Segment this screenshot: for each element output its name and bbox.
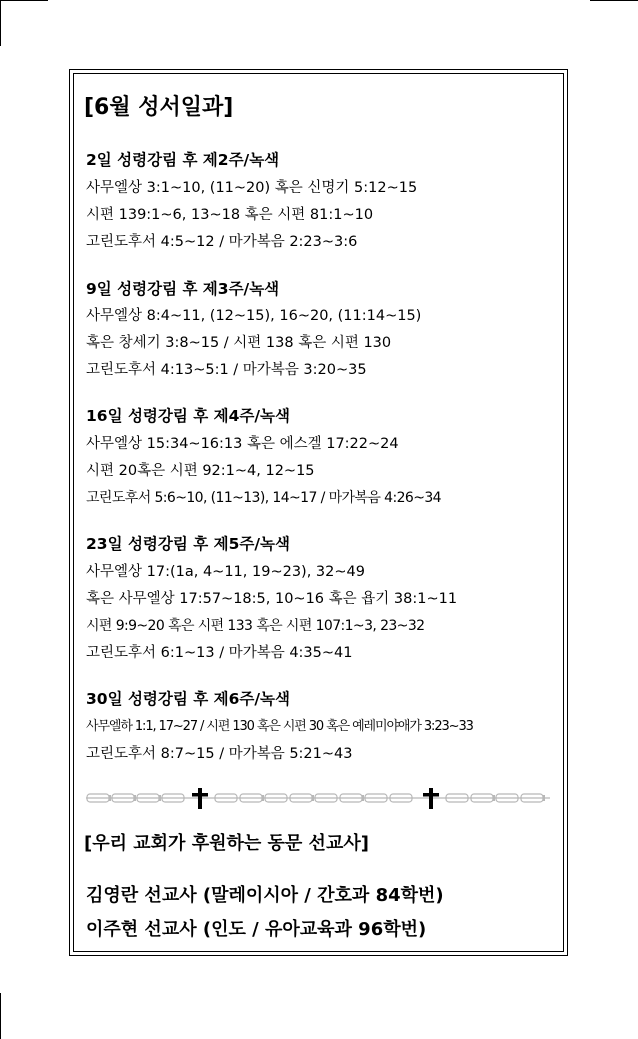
- section-heading-16: 16일 성령강림 후 제4주/녹색: [86, 407, 290, 425]
- reading-line: 고린도후서 5:6~10, (11~13), 14~17 / 마가복음 4:26~34: [86, 490, 441, 506]
- missionary-entry: 이주현 선교사 (인도 / 유아교육과 96학번): [86, 919, 427, 940]
- reading-line: 시편 139:1~6, 13~18 혹은 시편 81:1~10: [86, 207, 374, 223]
- section-heading-30: 30일 성령강림 후 제6주/녹색: [86, 690, 290, 708]
- reading-line: 혹은 창세기 3:8~15 / 시편 138 혹은 시편 130: [86, 335, 392, 351]
- bulletin-frame: [69, 69, 568, 956]
- reading-line: 시편 20혹은 시편 92:1~4, 12~15: [86, 463, 315, 479]
- reading-line: 사무엘상 3:1~10, (11~20) 혹은 신명기 5:12~15: [86, 180, 418, 196]
- crop-mark-top-right: [590, 0, 638, 1]
- crop-mark-top-left-h: [0, 0, 48, 1]
- reading-line: 고린도후서 8:7~15 / 마가복음 5:21~43: [86, 746, 353, 762]
- section-heading-9: 9일 성령강림 후 제3주/녹색: [86, 280, 280, 298]
- reading-line: 사무엘하 1:1, 17~27 / 시편 130 혹은 시편 30 혹은 예레미야애가 3:23~33: [86, 719, 473, 734]
- reading-line: 고린도후서 6:1~13 / 마가복음 4:35~41: [86, 645, 353, 661]
- missionary-title: [우리 교회가 후원하는 동문 선교사]: [84, 833, 369, 854]
- reading-line: 사무엘상 17:(1a, 4~11, 19~23), 32~49: [86, 564, 365, 580]
- missionary-entry: 김영란 선교사 (말레이시아 / 간호과 84학번): [86, 885, 444, 906]
- page-title: [6월 성서일과]: [84, 95, 234, 120]
- reading-line: 고린도후서 4:13~5:1 / 마가복음 3:20~35: [86, 362, 367, 378]
- reading-line: 혹은 사무엘상 17:57~18:5, 10~16 혹은 욥기 38:1~11: [86, 591, 458, 607]
- cross-chain-divider-icon: [86, 787, 550, 809]
- section-heading-23: 23일 성령강림 후 제5주/녹색: [86, 535, 290, 553]
- crop-mark-bottom-left: [0, 993, 1, 1039]
- reading-line: 시편 9:9~20 혹은 시편 133 혹은 시편 107:1~3, 23~32: [86, 618, 425, 634]
- section-heading-2: 2일 성령강림 후 제2주/녹색: [86, 151, 280, 169]
- reading-line: 고린도후서 4:5~12 / 마가복음 2:23~3:6: [86, 234, 358, 250]
- crop-mark-top-left: [0, 0, 1, 46]
- reading-line: 사무엘상 8:4~11, (12~15), 16~20, (11:14~15): [86, 308, 422, 324]
- reading-line: 사무엘상 15:34~16:13 혹은 에스겔 17:22~24: [86, 436, 399, 452]
